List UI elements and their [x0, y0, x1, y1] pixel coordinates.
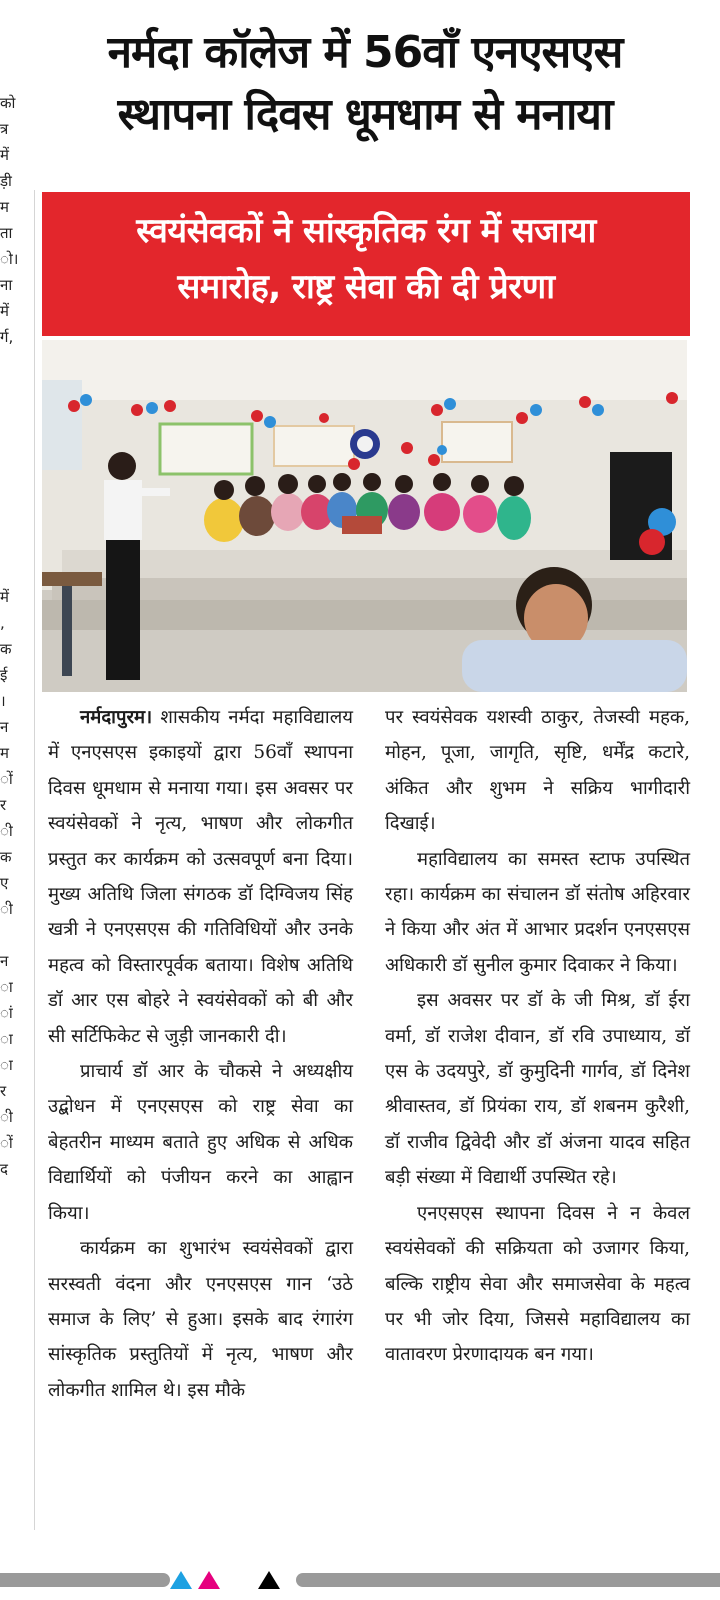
clipped-text-fragment [0, 532, 18, 558]
clipped-text-fragment [0, 922, 18, 948]
clipped-text-fragment [0, 454, 18, 480]
clipped-text-fragment [0, 558, 18, 584]
clipped-text-fragment: । [0, 692, 6, 710]
subheadline-banner [42, 192, 690, 336]
clipped-text-fragment: में [0, 146, 9, 164]
headline [40, 22, 690, 146]
clipped-text-fragment: ी [0, 822, 13, 840]
clipped-text-fragment [0, 376, 18, 402]
clipped-text-fragment [0, 428, 18, 454]
clipped-text-fragment: र [0, 1082, 7, 1100]
clipped-text-fragment: ा [0, 1030, 13, 1048]
clipped-text-fragment: ा [0, 978, 13, 996]
clipped-text-fragment: ा [0, 1056, 13, 1074]
paragraph-text: शासकीय नर्मदा महाविद्यालय में एनएसएस इकाइयों द्वारा 56वाँ स्थापना दिवस धूमधाम से मनाया गया। इस अवसर पर स्वयंसेवकों ने नृत्य, भाषण और लोकगीत प्रस्तुत कर कार्यक्रम को उत्सवपूर्ण बना दिया। मुख्य अतिथि जिला संगठक डॉ दिग्विजय सिंह खत्री ने एनएसएस की गतिविधियों और उनके महत्व को विस्तारपूर्वक बताया। विशेष अतिथि डॉ आर एस बोहरे ने स्वयंसेवकों को बी और सी सर्टिफिकेट से जुड़ी जानकारी दी। [48, 707, 353, 1047]
clipped-text-fragment: क [0, 640, 12, 658]
headline-line-2: स्थापना दिवस धूमधाम से मनाया [117, 89, 613, 140]
clipped-text-fragment: को [0, 94, 16, 112]
article-paragraph: कार्यक्रम का शुभारंभ स्वयंसेवकों द्वारा सरस्वती वंदना और एनएसएस गान ‘उठे समाज के लिए’ से हुआ। इसके बाद रंगारंग सांस्कृतिक प्रस्तुतियों में नृत्य, भाषण और लोकगीत शामिल थे। इस मौके [48, 1238, 353, 1401]
article-body [48, 700, 690, 1520]
page-footer-bar [0, 1565, 720, 1595]
article-paragraph [48, 700, 353, 1054]
event-photo [42, 340, 687, 692]
article-paragraph-continued: पर स्वयंसेवक यशस्वी ठाकुर, तेजस्वी महक, मोहन, पूजा, जागृति, सृष्टि, धर्मेंद्र कटारे, अंकित और शुभम ने सक्रिय भागीदारी दिखाई। [385, 707, 690, 835]
clipped-text-fragment [0, 480, 18, 506]
article-paragraph: महाविद्यालय का समस्त स्टाफ उपस्थित रहा। कार्यक्रम का संचालन डॉ संतोष अहिरवार ने किया और अंत में आभार प्रदर्शन एनएसएस अधिकारी डॉ सुनील कुमार दिवाकर ने किया। [385, 848, 690, 976]
footer-triangle-black [258, 1571, 280, 1589]
clipped-text-fragment: ता [0, 224, 13, 242]
clipped-text-fragment: न [0, 952, 9, 970]
dateline: नर्मदापुरम। [80, 707, 153, 728]
footer-rule-right [296, 1573, 720, 1587]
clipped-text-fragment: ों [0, 770, 13, 788]
clipped-text-fragment: ड़ी [0, 172, 12, 190]
subheadline-line-2: समारोह, राष्ट्र सेवा की दी प्रेरणा [177, 267, 555, 307]
clipped-text-fragment: ां [0, 1004, 13, 1022]
clipped-text-fragment: ो। [0, 250, 18, 268]
article-column-2 [385, 700, 690, 1520]
footer-triangle-cyan [170, 1571, 192, 1589]
clipped-text-fragment: ए [0, 874, 9, 892]
article-paragraph: इस अवसर पर डॉ के जी मिश्र, डॉ ईरा वर्मा, डॉ राजेश दीवान, डॉ रवि उपाध्याय, डॉ एस के उदयपुरे, डॉ कुमुदिनी गार्गव, डॉ दिनेश श्रीवास्तव, डॉ प्रियंका राय, डॉ शबनम कुरैशी, डॉ राजीव द्विवेदी और डॉ अंजना यादव सहित बड़ी संख्या में विद्यार्थी उपस्थित रहे। [385, 990, 690, 1189]
clipped-text-fragment: म [0, 744, 9, 762]
clipped-text-fragment: र्ग, [0, 328, 14, 346]
footer-rule-left [0, 1573, 170, 1587]
article-column-1 [48, 700, 353, 1520]
clipped-text-fragment: क [0, 848, 12, 866]
clipped-text-fragment: ना [0, 276, 13, 294]
clipped-text-fragment: ई [0, 666, 8, 684]
article-paragraph: प्राचार्य डॉ आर के चौकसे ने अध्यक्षीय उद्बोधन में एनएसएस को राष्ट्र सेवा का बेहतरीन माध्यम बताते हुए अधिक से अधिक विद्यार्थियों को पंजीयन करने का आह्वान किया। [48, 1061, 353, 1224]
clipped-text-fragment: त्र [0, 120, 9, 138]
clipped-text-fragment: र [0, 796, 7, 814]
clipped-text-fragment: म [0, 198, 9, 216]
clipped-text-fragment: ों [0, 1134, 13, 1152]
clipped-text-fragment: न [0, 718, 9, 736]
clipped-text-fragment: में [0, 588, 9, 606]
clipped-text-fragment: में [0, 302, 9, 320]
clipped-text-fragment [0, 402, 18, 428]
subheadline-line-1: स्वयंसेवकों ने सांस्कृतिक रंग में सजाया [136, 211, 596, 251]
clipped-text-fragment: ी [0, 900, 13, 918]
column-divider [34, 190, 35, 1530]
clipped-text-fragment: द [0, 1160, 8, 1178]
clipped-text-fragment: , [0, 614, 5, 632]
headline-line-1: नर्मदा कॉलेज में 56वाँ एनएसएस [107, 27, 623, 78]
article-paragraph: एनएसएस स्थापना दिवस ने न केवल स्वयंसेवकों की सक्रियता को उजागर किया, बल्कि राष्ट्रीय सेवा और समाजसेवा के महत्व पर भी जोर दिया, जिससे महाविद्यालय का वातावरण प्रेरणादायक बन गया। [385, 1202, 690, 1366]
clipped-text-fragment [0, 350, 18, 376]
clipped-text-fragment [0, 506, 18, 532]
adjacent-article-strip [0, 90, 18, 1520]
footer-triangle-magenta [198, 1571, 220, 1589]
clipped-text-fragment: ी [0, 1108, 13, 1126]
